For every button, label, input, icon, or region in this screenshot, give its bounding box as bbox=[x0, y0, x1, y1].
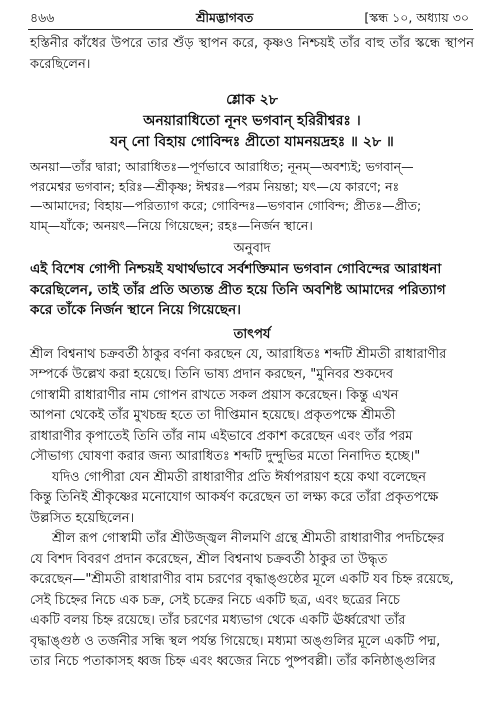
translation-line: করে তাঁকে নির্জন স্থানে নিয়ে গিয়েছেন। bbox=[30, 302, 241, 318]
synonyms-line: যাম্—যাঁকে; অনয়ৎ—নিয়ে গিয়েছেন; রহঃ—নির্জন স্থানে। bbox=[30, 217, 313, 233]
purport-paragraph-2 bbox=[30, 468, 474, 530]
header-rule bbox=[28, 29, 473, 30]
section-reference: [স্কন্ধ ১০, অধ্যায় ৩০ bbox=[364, 10, 469, 25]
translation bbox=[30, 259, 474, 321]
verse-line-2: যন্ নো বিহায় গোবিন্দঃ প্রীতো যামনয়দ্রহঃ ॥ ২৮ ॥ bbox=[110, 134, 394, 150]
running-header bbox=[0, 8, 495, 30]
page-number: ৪৬৬ bbox=[30, 10, 55, 25]
purport-line: গোস্বামী রাধারাণীর নাম গোপন রাখতে সকল প্রয়াস করেছেন। কিন্তু এখন bbox=[30, 387, 399, 403]
purport-line: বৃদ্ধাঙ্গুষ্ঠ ও তর্জনীর সন্ধি স্থল পর্যন্ত গিয়েছে। মধ্যমা অঙ্গুলির মূলে একটি পদ্ম, bbox=[30, 633, 441, 649]
purport-paragraph-1 bbox=[30, 345, 474, 468]
purport-line: রাধারাণীর কৃপাতেই তিনি তাঁর নাম এইভাবে প্রকাশ করেছেন এবং তাঁর পরম bbox=[30, 428, 413, 444]
purport-line: একটি বলয় চিহ্ন রয়েছে। তাঁর চরণের মধ্যভাগ থেকে একটি ঊর্ধ্বরেখা তাঁর bbox=[30, 613, 406, 628]
translation-heading: অনুবাদ bbox=[233, 241, 271, 256]
purport-line: যদিও গোপীরা যেন শ্রীমতী রাধারাণীর প্রতি ঈর্ষাপরায়ণ হয়ে কথা বলেছেন bbox=[52, 469, 427, 485]
verse-heading: শ্লোক ২৮ bbox=[226, 92, 278, 108]
intro-paragraph: হস্তিনীর কাঁধের উপরে তার শুঁড় স্থাপন করে, কৃষ্ণও নিশ্চয়ই তাঁর বাহু তাঁর স্কন্ধে স্থাপন করেছিলেন। bbox=[30, 36, 474, 72]
book-title: শ্রীমদ্ভাগবত bbox=[196, 10, 254, 25]
translation-line: এই বিশেষ গোপী নিশ্চয়ই যথার্থভাবে সর্বশক্তিমান ভগবান গোবিন্দের আরাধনা bbox=[30, 261, 442, 277]
purport-line: সম্পর্কে উল্লেখ করা হয়েছে। তিনি ভাষ্য প্রদান করছেন, "মুনিবর শুকদেব bbox=[30, 367, 394, 382]
purport-line: শ্রীল রূপ গোস্বামী তাঁর শ্রীউজ্জ্বল নীলমণি গ্রন্থে শ্রীমতী রাধারাণীর পদচিহ্নের bbox=[52, 531, 445, 546]
purport-line: তার নিচে পতাকাসহ ধ্বজ চিহ্ন এবং ধ্বজের নিচে পুষ্পবল্লী। তাঁর কনিষ্ঠাঙ্গুলির bbox=[30, 654, 436, 669]
purport-paragraph-3 bbox=[30, 529, 474, 673]
purport-line: কিন্তু তিনিই শ্রীকৃষ্ণের মনোযোগ আকর্ষণ করেছেন তা লক্ষ্য করে তাঁরা প্রকৃতপক্ষে bbox=[30, 490, 439, 505]
purport-line: উল্লসিত হয়েছিলেন। bbox=[30, 510, 135, 526]
purport-line: শ্রীল বিশ্বনাথ চক্রবর্তী ঠাকুর বর্ণনা করছেন যে, আরাধিতঃ শব্দটি শ্রীমতী রাধারাণীর bbox=[30, 346, 447, 362]
synonyms-line: পরমেশ্বর ভগবান; হরিঃ—শ্রীকৃষ্ণ; ঈশ্বরঃ—পরম নিয়ন্তা; যৎ—যে কারণে; নঃ bbox=[30, 178, 400, 194]
verse-line-1: অনয়ারাধিতো নূনং ভগবান্ হরিরীশ্বরঃ । bbox=[143, 113, 361, 129]
translation-line: করেছিলেন, তাই তাঁর প্রতি অত্যন্ত প্রীত হয়ে তিনি অবশিষ্ট আমাদের পরিত্যাগ bbox=[30, 281, 446, 298]
purport-line: সৌভাগ্য ঘোষণা করার জন্য আরাধিতঃ শব্দটি দুন্দুভির মতো নিনাদিত হচ্ছে।" bbox=[30, 449, 421, 464]
purport-line: সেই চিহ্নের নিচে এক চক্র, সেই চক্রের নিচে একটি ছত্র, এবং ছত্রের নিচে bbox=[30, 592, 400, 608]
synonyms bbox=[30, 157, 474, 235]
page-body bbox=[30, 34, 474, 673]
purport-line: যে বিশদ বিবরণ প্রদান করেছেন, শ্রীল বিশ্বনাথ চক্রবর্তী ঠাকুর তা উদ্ধৃত bbox=[30, 551, 388, 567]
synonyms-line: অনয়া—তাঁর দ্বারা; আরাধিতঃ—পূর্ণভাবে আরাধিত; নূনম্—অবশ্যই; ভগবান্— bbox=[30, 159, 414, 174]
purport-heading: তাৎপর্য bbox=[233, 326, 271, 342]
purport-line: আপনা থেকেই তাঁর মুখচন্দ্র হতে তা দীপ্তিমান হয়েছে। প্রকৃতপক্ষে শ্রীমতী bbox=[30, 408, 396, 423]
purport-line: করেছেন—"শ্রীমতী রাধারাণীর বাম চরণের বৃদ্ধাঙ্গুষ্ঠের মূলে একটি যব চিহ্ন রয়েছে, bbox=[30, 572, 454, 587]
synonyms-line: —আমাদের; বিহায়—পরিত্যাগ করে; গোবিন্দঃ—ভগবান গোবিন্দ; প্রীতঃ—প্রীত; bbox=[30, 198, 422, 213]
